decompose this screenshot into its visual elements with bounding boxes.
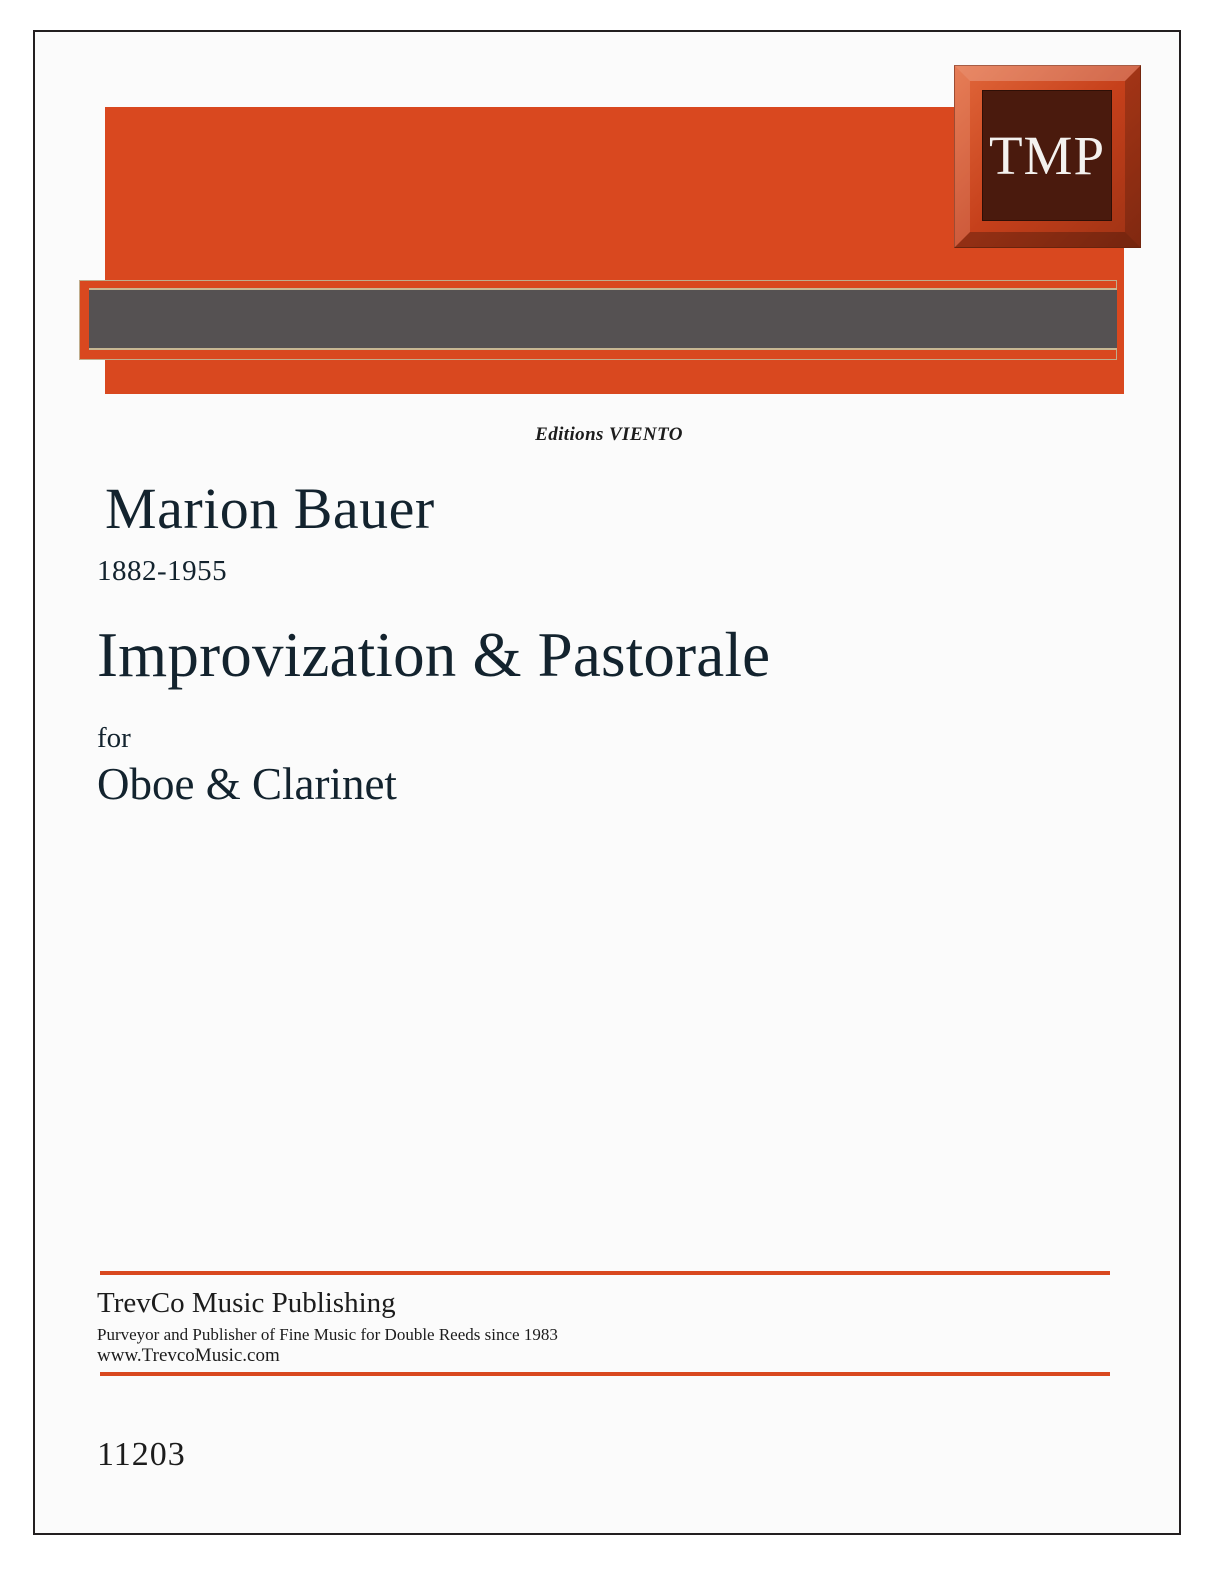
publisher-name: TrevCo Music Publishing: [97, 1287, 396, 1319]
publisher-logo-plate: [982, 90, 1112, 221]
imprint-label: Editions VIENTO: [535, 424, 683, 445]
publisher-logo-text: TMP: [988, 125, 1106, 186]
work-title: Improvization & Pastorale: [97, 620, 771, 690]
cover-page: [33, 30, 1181, 1535]
gray-band: [89, 288, 1117, 350]
footer-rule-bottom: [100, 1372, 1110, 1376]
catalog-number: 11203: [97, 1436, 186, 1473]
footer-rule-top: [100, 1271, 1110, 1275]
composer-name: Marion Bauer: [105, 476, 435, 541]
instrumentation: Oboe & Clarinet: [97, 759, 397, 809]
publisher-tagline: Purveyor and Publisher of Fine Music for Double Reeds since 1983: [97, 1325, 558, 1344]
for-label: for: [97, 722, 131, 754]
publisher-website: www.TrevcoMusic.com: [97, 1345, 280, 1366]
composer-dates: 1882-1955: [97, 555, 228, 587]
